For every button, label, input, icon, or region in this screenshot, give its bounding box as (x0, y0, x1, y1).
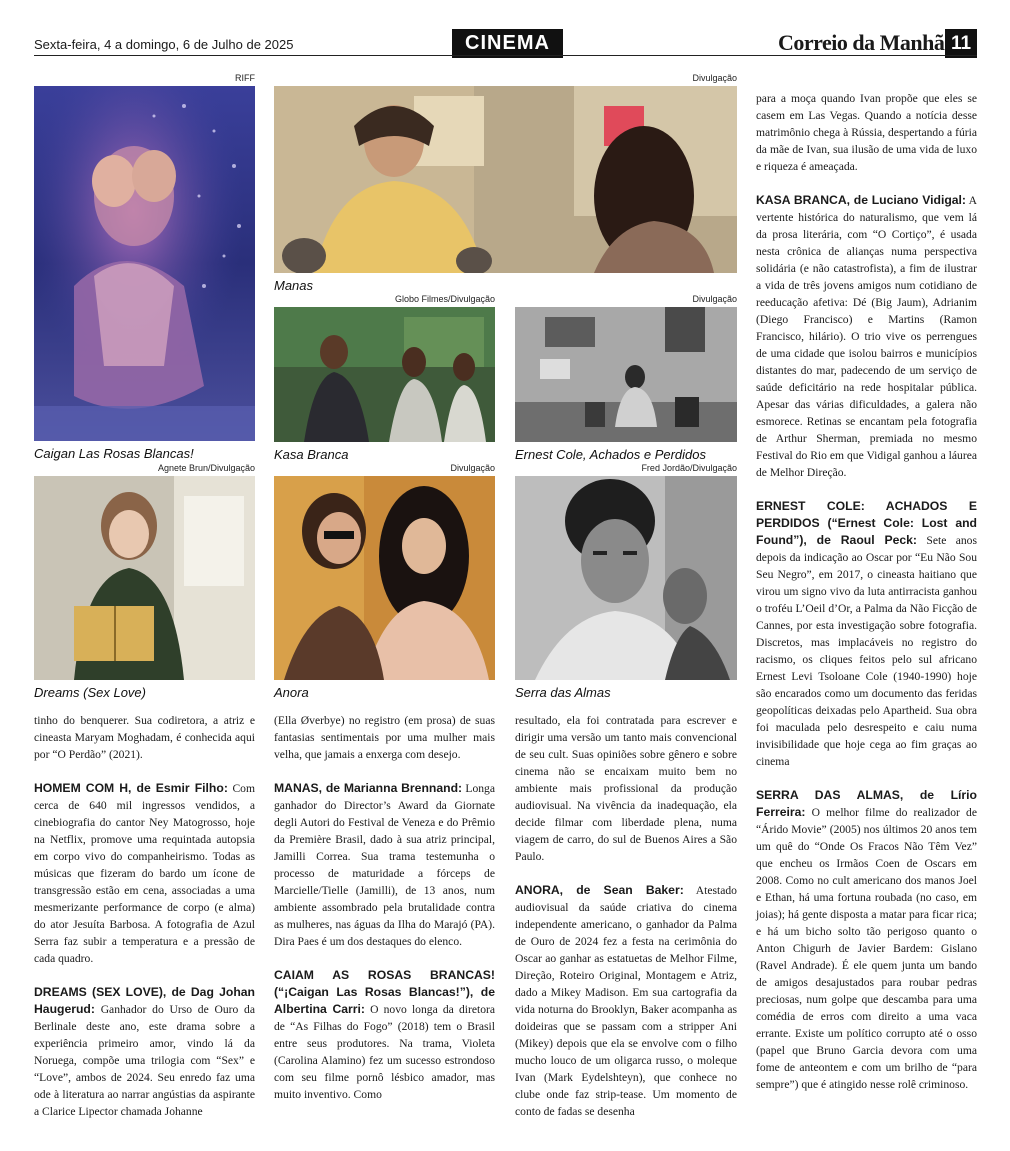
photo-caption: Ernest Cole, Achados e Perdidos (515, 447, 707, 462)
photo-credit: RIFF (235, 73, 255, 83)
article-continuation: (Ella Øverbye) no registro (em prosa) de suas fantasias sentimentais por uma mulher mais velha, que jamais a enxerga com desejo. (274, 714, 495, 761)
article-continuation: para a moça quando Ivan propõe que eles se casem em Las Vegas. Quando a notícia desse matrimônio chega à Rússia, despertando a fúria da mãe de Ivan, sua ilusão de uma vida de luxo e riqueza é ameaçada. (756, 92, 977, 173)
article-caiam-as-rosas-brancas (274, 967, 495, 1103)
article-heading: ANORA, de Sean Baker: (515, 883, 684, 897)
section-label: CINEMA (452, 29, 563, 58)
photo-kasa-branca (274, 307, 495, 442)
photo-dreams (34, 476, 255, 680)
article-heading: HOMEM COM H, de Esmir Filho: (34, 781, 228, 795)
article-heading: DREAMS (SEX LOVE), de Dag Johan Haugerud: (34, 985, 255, 1016)
text-column-4 (756, 90, 977, 1093)
article-homem-com-h (34, 780, 255, 967)
article-heading: MANAS, de Marianna Brennand: (274, 781, 463, 795)
photo-credit: Agnete Brun/Divulgação (157, 463, 255, 473)
issue-date: Sexta-feira, 4 a domingo, 6 de Julho de 2025 (34, 37, 294, 52)
article-heading: KASA BRANCA, de Luciano Vidigal: (756, 193, 966, 207)
photo-caption: Manas (274, 278, 314, 293)
article-heading: CAIAM AS ROSAS BRANCAS! (“¡Caigan Las Rosas Blancas!”), de Albertina Carri: (274, 968, 495, 1016)
photo-anora (274, 476, 495, 680)
article-dreams (34, 984, 255, 1120)
article-ernest-cole (756, 498, 977, 770)
photo-credit: Fred Jordão/Divulgação (641, 463, 737, 473)
article-manas (274, 780, 495, 950)
photo-manas (274, 86, 737, 273)
article-continuation: tinho do benquerer. Sua codiretora, a atriz e cineasta Maryam Moghadam, é conhecida aqui por “O Perdão” (2021). (34, 714, 255, 761)
photo-caption: Anora (274, 685, 309, 700)
photo-credit: Divulgação (692, 73, 737, 83)
photo-credit: Divulgação (450, 463, 495, 473)
text-column-2 (274, 712, 495, 1103)
article-body: Com cerca de 640 mil ingressos vendidos, a cinebiografia do cantor Ney Matogrosso, hoje na Netflix, promove uma requintada autopsia em corpo vivo do companheirismo. Todas as músicas que fizeram do bardo um ícone de transgressão estão em cena, associadas a uma mesmerizante performance de corpo (e alma) do ator Jesuíta Barbosa. A fotografia de Azul Serra faz subir a temperatura e a pressão de cada quadro. (34, 782, 255, 965)
text-column-1 (34, 712, 255, 1120)
text-column-3 (515, 712, 737, 1120)
page-number: 11 (945, 29, 977, 58)
photo-serra-das-almas (515, 476, 737, 680)
header-rule (34, 55, 977, 56)
photo-caigan (34, 86, 255, 441)
article-serra-das-almas (756, 787, 977, 1093)
article-body: O novo longa da diretora de “As Filhas do Fogo” (2018) tem o Brasil entre seus produtores. Na trama, Violeta (Carolina Alamino) fez um sucesso estrondoso com seu filme pornô lésbico amador, mas muito inventivo. Como (274, 1003, 495, 1101)
article-anora (515, 882, 737, 1120)
newspaper-brand: Correio da Manhã (778, 30, 945, 55)
article-body: A vertente histórica do naturalismo, que vem lá da prosa literária, com “O Cortiço”, é usada nesta crônica de alianças numa perspectiva solidária (e não catastrofista), a fim de ilustrar a vida de três jovens amigos num cotidiano de reeducação afetiva: Dé (Big Jaum), Adrianim (Diego Francisco) e Martins (Ramon Francisco, hilário). O trio vive os perrengues de uma cidade que isolou bairros e municípios distantes do mar, padecendo de um serviço de saúde deficitário na rede hospitalar pública. Apesar das várias dificuldades, a galera não esmorece. Retinas se encantam pela fotografia de Arthur Sherman, premiada no mesmo Festival do Rio em que Vidigal ganhou a láurea de Melhor Direção. (756, 194, 977, 479)
photo-credit: Globo Filmes/Divulgação (394, 294, 495, 304)
article-body: Ganhador do Urso de Ouro da Berlinale deste ano, este drama sobre a experiência primeiro amor, vindo lá da Noruega, compõe uma trilogia com “Sex” e “Love”, ambos de 2024. Seu enredo faz uma ode à literatura ao narrar angústias da aspirante a Clarice Lipector chamada Johanne (34, 1003, 255, 1118)
article-heading: SERRA DAS ALMAS, de Lírio Ferreira: (756, 788, 977, 819)
article-heading: ERNEST COLE: ACHADOS E PERDIDOS (“Ernest Cole: Lost and Found”), de Raoul Peck: (756, 499, 977, 547)
article-kasa-branca (756, 192, 977, 481)
photo-caption: Kasa Branca (274, 447, 349, 462)
article-body: Sete anos depois da indicação ao Oscar por “Eu Não Sou Seu Negro”, em 2017, o cineasta haitiano que virou um signo vivo da luta antirracista ganhou o troféu L’Oeil d’Or, a Palma da Não Ficção de Cannes, por esta investigação sobre fotografia. Discretos, mas implacáveis no registro do racismo, os cliques feitos pelo sul africano Ernest Levi Tsoloane Cole (1940-1990) hoje são encarados como um documento das feridas geopolíticas deixadas pelo Apartheid. Sua obra foi maculada pelo desrespeito e caiu numa invisibilidade que hoje cega ao fim graças ao cinema (756, 534, 977, 768)
photo-ernest-cole (515, 307, 737, 442)
photo-caption: Serra das Almas (515, 685, 611, 700)
photo-credit: Divulgação (692, 294, 737, 304)
article-continuation: resultado, ela foi contratada para escrever e dirigir uma versão um tanto mais convencional de seu cult. Suas opiniões sobre gênero e sobre cinema não se encaixam muito bem no ambiente mais profissional da produção audiovisual. Na vivência da inadequação, ela decide filmar com liberdade plena, numa viagem de carro, do sul de Buenos Aires a São Paulo. (515, 714, 737, 863)
photo-caption: Caigan Las Rosas Blancas! (34, 446, 194, 461)
photo-caption: Dreams (Sex Love) (34, 685, 146, 700)
article-body: Atestado audiovisual da saúde criativa do cinema independente americano, o ganhador da Palma de Ouro de 2024 fez a festa na cerimônia do Oscar ao ganhar as estatuetas de Melhor Filme, Direção, Roteiro Original, Montagem e Atriz, dado a Mikey Madison. Em sua cartografia da vida noturna do Brooklyn, Baker acompanha as doideiras que se passam com a stripper Ani (Mikey) depois que ela se envolve com o filho mucho louco de um oligarca russo, o moleque Ivan (Mark Eydelshteyn), que conhece no clube onde faz strip-tease. Um momento de conto de fadas se desenha (515, 884, 737, 1118)
article-body: Longa ganhador do Director’s Award da Giornate degli Autori do Festival de Veneza e do Prêmio da Première Brasil, dado à sua atriz principal, Jamilli Correa. Sua trama testemunha o processo de maturidade a fórceps de Marcielle/Tielle (Jamilli), de 13 anos, num ambiente assombrado pela brutalidade contra as mulheres, nas águas da Ilha do Marajó (PA). Dira Paes é um dos destaques do elenco. (274, 782, 495, 948)
article-body: O melhor filme do realizador de “Árido Movie” (2005) nos últimos 20 anos tem um quê do “Onde Os Fracos Não Têm Vez” que encheu os Irmãos Coen de Oscars em 2008. Como no cult americano dos manos Joel e Ethan, há uma fortuna roubada (no caso, em joias); há gente disposta a matar para ficar rica; e há um bicho solto tão perigoso quanto o Anton Chigurh de Javier Bardem: Gislano (Ravel Andrade). É ele quem junta um bando de amigos desajustados para roubar pedras preciosas, num golpe que descamba para uma comédia de erros com direito a uma vaca errante. Existe um político corrupto até o osso (papel que Bruno Garcia devora com uma fome de anteontem e com um brilho de “para sempre”) que é atingido nesse rolê criminoso. (756, 806, 977, 1091)
